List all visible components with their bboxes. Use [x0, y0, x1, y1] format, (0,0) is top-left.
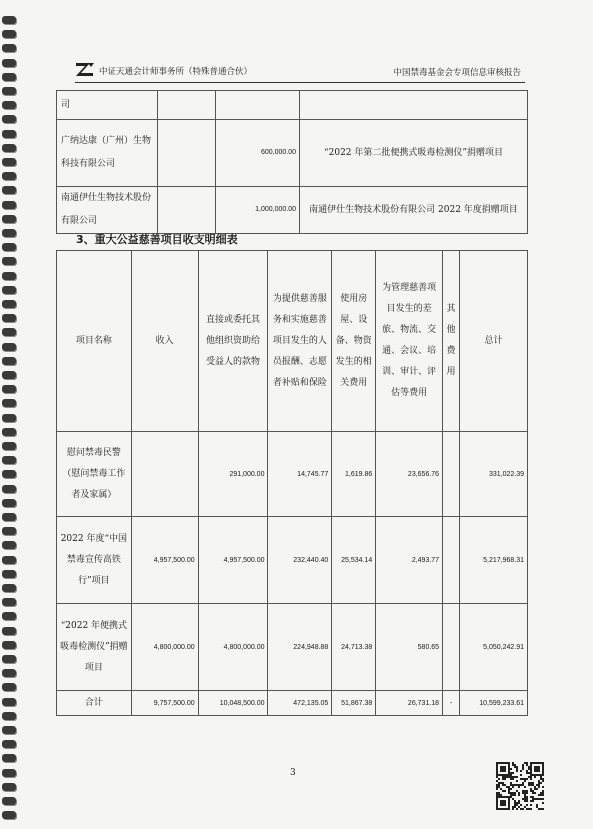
table-row	[57, 604, 528, 691]
total-value: 331,022.39	[460, 432, 528, 517]
total-value: 5,217,968.31	[460, 517, 528, 604]
direct-value: 4,800,000.00	[198, 604, 268, 691]
binding-ring	[2, 428, 16, 436]
binding-ring	[2, 357, 16, 365]
binding-ring	[2, 243, 16, 251]
project-name: 慰问禁毒民警（慰问禁毒工作者及家属）	[57, 432, 132, 517]
donor-name: 南通伊仕生物技术股份有限公司	[57, 187, 158, 234]
binding-ring	[2, 201, 16, 209]
property-value: 1,619.86	[332, 432, 376, 517]
other-total: -	[443, 691, 460, 716]
management-total: 26,731.18	[376, 691, 443, 716]
income-value	[131, 432, 198, 517]
binding-ring	[2, 328, 16, 336]
binding-ring	[2, 769, 16, 777]
binding-ring	[2, 215, 16, 223]
total-label: 合计	[57, 691, 132, 716]
binding-ring	[2, 811, 16, 819]
binding-ring	[2, 541, 16, 549]
binding-ring	[2, 712, 16, 720]
binding-ring	[2, 655, 16, 663]
binding-ring	[2, 385, 16, 393]
income-value: 4,800,000.00	[131, 604, 198, 691]
total-value: 5,050,242.91	[460, 604, 528, 691]
header-personnel: 为提供慈善服务和实施慈善项目发生的人员报酬、志愿者补贴和保险	[268, 251, 332, 432]
management-value: 23,656.76	[376, 432, 443, 517]
direct-total: 10,048,500.00	[198, 691, 268, 716]
header-other: 其他费用	[443, 251, 460, 432]
personnel-value: 224,948.88	[268, 604, 332, 691]
binding-ring	[2, 286, 16, 294]
binding-ring	[2, 414, 16, 422]
binding-ring	[2, 399, 16, 407]
direct-value: 291,000.00	[198, 432, 268, 517]
binding-ring	[2, 314, 16, 322]
direct-value: 4,957,500.00	[198, 517, 268, 604]
page-header	[75, 60, 525, 83]
table-row	[57, 120, 528, 187]
donation-project: 南通伊仕生物技术股份有限公司 2022 年度捐赠项目	[300, 187, 528, 234]
donation-amount: 1,000,000.00	[216, 187, 300, 234]
binding-ring	[2, 442, 16, 450]
binding-ring	[2, 598, 16, 606]
binding-ring	[2, 754, 16, 762]
income-total: 9,757,500.00	[131, 691, 198, 716]
donor-name: 广纳达康（广州）生物科技有限公司	[57, 120, 158, 187]
header-project: 项目名称	[57, 251, 132, 432]
donation-amount: 600,000.00	[216, 120, 300, 187]
header-direct: 直接或委托其他组织资助给受益人的款物	[198, 251, 268, 432]
binding-ring	[2, 101, 16, 109]
binding-ring	[2, 30, 16, 38]
binding-ring	[2, 158, 16, 166]
binding-ring	[2, 797, 16, 805]
binding-ring	[2, 527, 16, 535]
binding-ring	[2, 612, 16, 620]
table-row	[57, 91, 528, 120]
management-value: 2,493.77	[376, 517, 443, 604]
binding-ring	[2, 456, 16, 464]
other-value	[443, 517, 460, 604]
property-total: 51,867.38	[332, 691, 376, 716]
project-name: “2022 年便携式吸毒检测仪”捐赠项目	[57, 604, 132, 691]
spiral-binding	[0, 0, 22, 829]
binding-ring	[2, 229, 16, 237]
binding-ring	[2, 257, 16, 265]
section-title: 3、重大公益慈善项目收支明细表	[76, 233, 238, 246]
empty-cell	[158, 187, 216, 234]
header-income: 收入	[131, 251, 198, 432]
binding-ring	[2, 683, 16, 691]
income-value: 4,957,500.00	[131, 517, 198, 604]
binding-ring	[2, 272, 16, 280]
binding-ring	[2, 499, 16, 507]
table-header-row	[57, 251, 528, 432]
property-value: 24,713.38	[332, 604, 376, 691]
project-detail-table	[56, 250, 528, 716]
binding-ring	[2, 570, 16, 578]
table-row	[57, 187, 528, 234]
project-name: 2022 年度“中国禁毒宣传高铁行”项目	[57, 517, 132, 604]
binding-ring	[2, 726, 16, 734]
binding-ring	[2, 59, 16, 67]
table-total-row	[57, 691, 528, 716]
binding-ring	[2, 300, 16, 308]
personnel-value: 14,745.77	[268, 432, 332, 517]
header-property: 使用房屋、设备、物资发生的相关费用	[332, 251, 376, 432]
donation-project	[300, 91, 528, 120]
firm-logo-icon	[75, 61, 95, 77]
donation-table	[56, 90, 528, 234]
binding-ring	[2, 186, 16, 194]
binding-ring	[2, 783, 16, 791]
binding-ring	[2, 44, 16, 52]
header-management: 为管理慈善项目发生的差旅、物流、交通、会议、培训、审计、评估等费用	[376, 251, 443, 432]
binding-ring	[2, 627, 16, 635]
binding-ring	[2, 172, 16, 180]
binding-ring	[2, 641, 16, 649]
qr-code-icon	[496, 762, 544, 810]
personnel-value: 232,440.40	[268, 517, 332, 604]
donation-project: “2022 年第二批便携式吸毒检测仪”捐赠项目	[300, 120, 528, 187]
binding-ring	[2, 485, 16, 493]
binding-ring	[2, 16, 16, 24]
other-value	[443, 604, 460, 691]
binding-ring	[2, 556, 16, 564]
grand-total: 10,599,233.61	[460, 691, 528, 716]
table-row	[57, 517, 528, 604]
donation-amount	[216, 91, 300, 120]
page-number: 3	[290, 768, 296, 778]
empty-cell	[158, 120, 216, 187]
firm-name: 中证天通会计师事务所（特殊普通合伙）	[99, 67, 253, 77]
property-value: 25,534.14	[332, 517, 376, 604]
table-row	[57, 432, 528, 517]
binding-ring	[2, 371, 16, 379]
binding-ring	[2, 115, 16, 123]
binding-ring	[2, 130, 16, 138]
donor-name: 司	[57, 91, 158, 120]
binding-ring	[2, 73, 16, 81]
binding-ring	[2, 513, 16, 521]
report-title: 中国禁毒基金会专项信息审核报告	[393, 68, 521, 78]
binding-ring	[2, 87, 16, 95]
binding-ring	[2, 343, 16, 351]
other-value	[443, 432, 460, 517]
header-total: 总计	[460, 251, 528, 432]
binding-ring	[2, 584, 16, 592]
personnel-total: 472,135.05	[268, 691, 332, 716]
management-value: 580.65	[376, 604, 443, 691]
binding-ring	[2, 144, 16, 152]
binding-ring	[2, 470, 16, 478]
binding-ring	[2, 740, 16, 748]
binding-ring	[2, 698, 16, 706]
binding-ring	[2, 669, 16, 677]
empty-cell	[158, 91, 216, 120]
